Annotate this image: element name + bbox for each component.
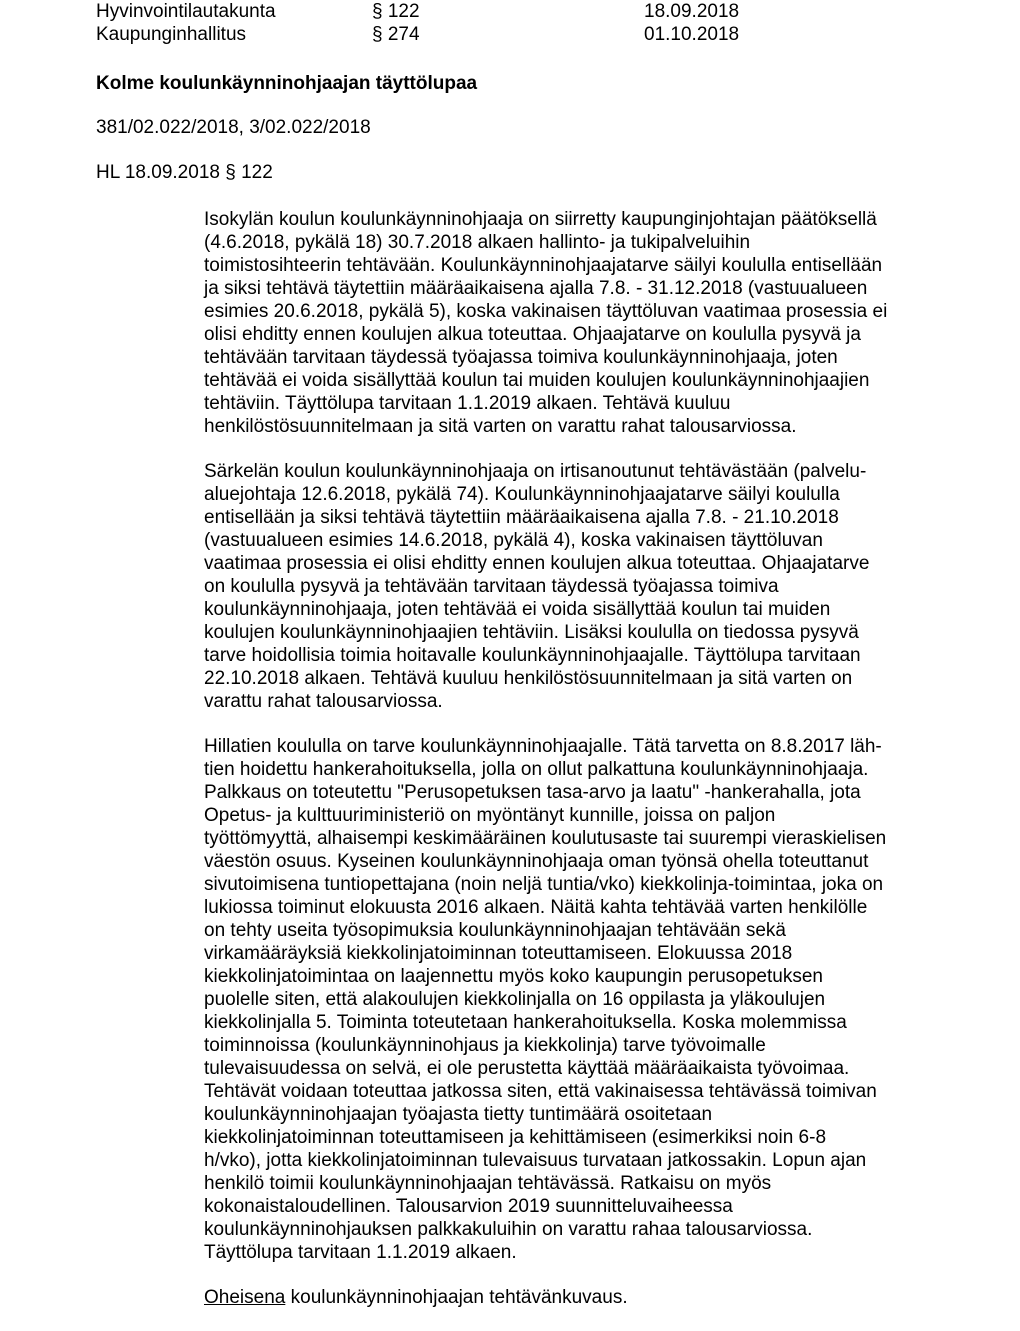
text-line: tehtävää ei voida sisällyttää koulun tai muiden koulujen koulunkäynninohjaajien — [204, 370, 870, 391]
text-line: koulujen koulunkäynninohjaajien tehtäviin. Lisäksi koululla on tiedossa pysyvä — [204, 622, 859, 643]
text-line: henkilöstösuunnitelmaan ja sitä varten on varattu rahat talousarviossa. — [204, 416, 797, 437]
text-line: puolelle siten, että alakoulujen kiekkolinjalla on 16 oppilasta ja yläkoulujen — [204, 989, 826, 1010]
text-line: tarve hoidollisia toimia hoitavalle koulunkäynninohjaajalle. Täyttölupa tarvitaan — [204, 645, 861, 666]
meta-row — [96, 23, 896, 46]
text-line: on koululla pysyvä ja tehtävään tarvitaan täydessä työajassa toimiva — [204, 576, 779, 597]
text-line: kiekkolinjalla 5. Toiminta toteutetaan hankerahoituksella. Koska molemmissa — [204, 1012, 847, 1033]
text-line: Opetus- ja kulttuuriministeriö on myöntänyt kunnille, joissa on paljon — [204, 805, 776, 826]
text-line: esimies 20.6.2018, pykälä 5), koska vakinaisen täyttöluvan vaatimaa prosessia ei — [204, 301, 888, 322]
text-line: väestön osuus. Kyseinen koulunkäynninohjaaja oman työnsä ohella toteuttanut — [204, 851, 869, 872]
text-line: varattu rahat talousarviossa. — [204, 691, 443, 712]
text-line: koulunkäynninohjaaja, joten tehtävää ei voida sisällyttää koulun tai muiden — [204, 599, 831, 620]
meta-body-name: Kaupunginhallitus — [96, 24, 247, 45]
text-line: h/vko), jotta kiekkolinjatoiminnan tulevaisuus turvataan jatkossakin. Lopun ajan — [204, 1150, 867, 1171]
diary-number: 381/02.022/2018, 3/02.022/2018 — [96, 117, 371, 138]
document-title: Kolme koulunkäynninohjaajan täyttölupaa — [96, 73, 478, 94]
meta-paragraph-number: § 122 — [372, 1, 420, 22]
text-line: koulunkäynninohjauksen palkkakuluihin on varattu rahaa talousarviossa. — [204, 1219, 813, 1240]
text-line: kokonaistaloudellinen. Talousarvion 2019 suunnitteluvaiheessa — [204, 1196, 733, 1217]
text-line: (4.6.2018, pykälä 18) 30.7.2018 alkaen hallinto- ja tukipalveluihin — [204, 232, 751, 253]
text-line: ja siksi tehtävä täytettiin määräaikaisena ajalla 7.8. - 31.12.2018 (vastuualueen — [204, 278, 868, 299]
text-line: Isokylän koulun koulunkäynninohjaaja on siirretty kaupunginjohtajan päätöksellä — [204, 209, 877, 230]
text-line: toimistosihteerin tehtävään. Koulunkäynninohjaajatarve säilyi koululla entisellään — [204, 255, 883, 276]
text-line: tehtävään tarvitaan täydessä työajassa toimiva koulunkäynninohjaaja, joten — [204, 347, 838, 368]
meta-row — [96, 0, 896, 23]
text-line: olisi ehditty ennen koulujen alkua toteuttaa. Ohjaajatarve on koululla pysyvä ja — [204, 324, 861, 345]
text-line: tulevaisuudessa on selvä, ei ole perustetta käyttää määräaikaista työvoimaa. — [204, 1058, 850, 1079]
paragraph-hillatie — [204, 735, 928, 1264]
text-line: lukiossa toiminut elokuusta 2016 alkaen. Näitä kahta tehtävää varten henkilölle — [204, 897, 868, 918]
attachment-link[interactable]: Oheisena — [204, 1287, 286, 1308]
paragraph-sarkela — [204, 460, 928, 713]
meta-date: 18.09.2018 — [644, 1, 740, 22]
attachment-line — [204, 1286, 928, 1309]
text-line: tehtäviin. Täyttölupa tarvitaan 1.1.2019 alkaen. Tehtävä kuuluu — [204, 393, 731, 414]
meta-body-name: Hyvinvointilautakunta — [96, 1, 276, 22]
text-line: aluejohtaja 12.6.2018, pykälä 74). Koulunkäynninohjaajatarve säilyi koululla — [204, 484, 840, 505]
text-line: tien hoidettu hankerahoituksella, jolla on ollut palkattuna koulunkäynninohjaaja. — [204, 759, 869, 780]
document-body — [204, 208, 928, 1331]
text-line: on tehty useita työsopimuksia koulunkäynninohjaajan tehtävään sekä — [204, 920, 786, 941]
text-line: Täyttölupa tarvitaan 1.1.2019 alkaen. — [204, 1242, 517, 1263]
meta-paragraph-number: § 274 — [372, 24, 420, 45]
meeting-reference: HL 18.09.2018 § 122 — [96, 162, 273, 183]
attachment-text: koulunkäynninohjaajan tehtävänkuvaus. — [285, 1287, 628, 1308]
meeting-meta — [96, 0, 896, 46]
text-line: toiminnoissa (koulunkäynninohjaus ja kiekkolinja) tarve työvoimalle — [204, 1035, 766, 1056]
text-line: henkilö toimii koulunkäynninohjaajan tehtävässä. Ratkaisu on myös — [204, 1173, 772, 1194]
text-line: Hillatien koululla on tarve koulunkäynninohjaajalle. Tätä tarvetta on 8.8.2017 läh- — [204, 736, 882, 757]
text-line: kiekkolinjatoiminnan toteuttamiseen ja kehittämiseen (esimerkiksi noin 6-8 — [204, 1127, 827, 1148]
text-line: vaatimaa prosessia ei olisi ehditty ennen koulujen alkua toteuttaa. Ohjaajatarve — [204, 553, 870, 574]
meta-date: 01.10.2018 — [644, 24, 740, 45]
text-line: Särkelän koulun koulunkäynninohjaaja on irtisanoutunut tehtävästään (palvelu- — [204, 461, 867, 482]
text-line: sivutoimisena tuntiopettajana (noin neljä tuntia/vko) kiekkolinja-toimintaa, joka on — [204, 874, 884, 895]
text-line: Palkkaus on toteutettu "Perusopetuksen tasa-arvo ja laatu" -hankerahalla, jota — [204, 782, 861, 803]
text-line: työttömyyttä, alhaisempi keskimääräinen koulutusaste tai suurempi vieraskielisen — [204, 828, 887, 849]
text-line: Tehtävät voidaan toteuttaa jatkossa siten, että vakinaisessa tehtävässä toimivan — [204, 1081, 877, 1102]
text-line: kiekkolinjatoimintaa on laajennettu myös koko kaupungin perusopetuksen — [204, 966, 823, 987]
text-line: koulunkäynninohjaajan työajasta tietty tuntimäärä osoitetaan — [204, 1104, 713, 1125]
text-line: 22.10.2018 alkaen. Tehtävä kuuluu henkilöstösuunnitelmaan ja sitä varten on — [204, 668, 853, 689]
text-line: entisellään ja siksi tehtävä täytettiin määräaikaisena ajalla 7.8. - 21.10.2018 — [204, 507, 839, 528]
paragraph-isokyla — [204, 208, 928, 438]
text-line: virkamääräyksiä kiekkolinjatoiminnan toteuttamiseen. Elokuussa 2018 — [204, 943, 793, 964]
text-line: (vastuualueen esimies 14.6.2018, pykälä 4), koska vakinaisen täyttöluvan — [204, 530, 823, 551]
